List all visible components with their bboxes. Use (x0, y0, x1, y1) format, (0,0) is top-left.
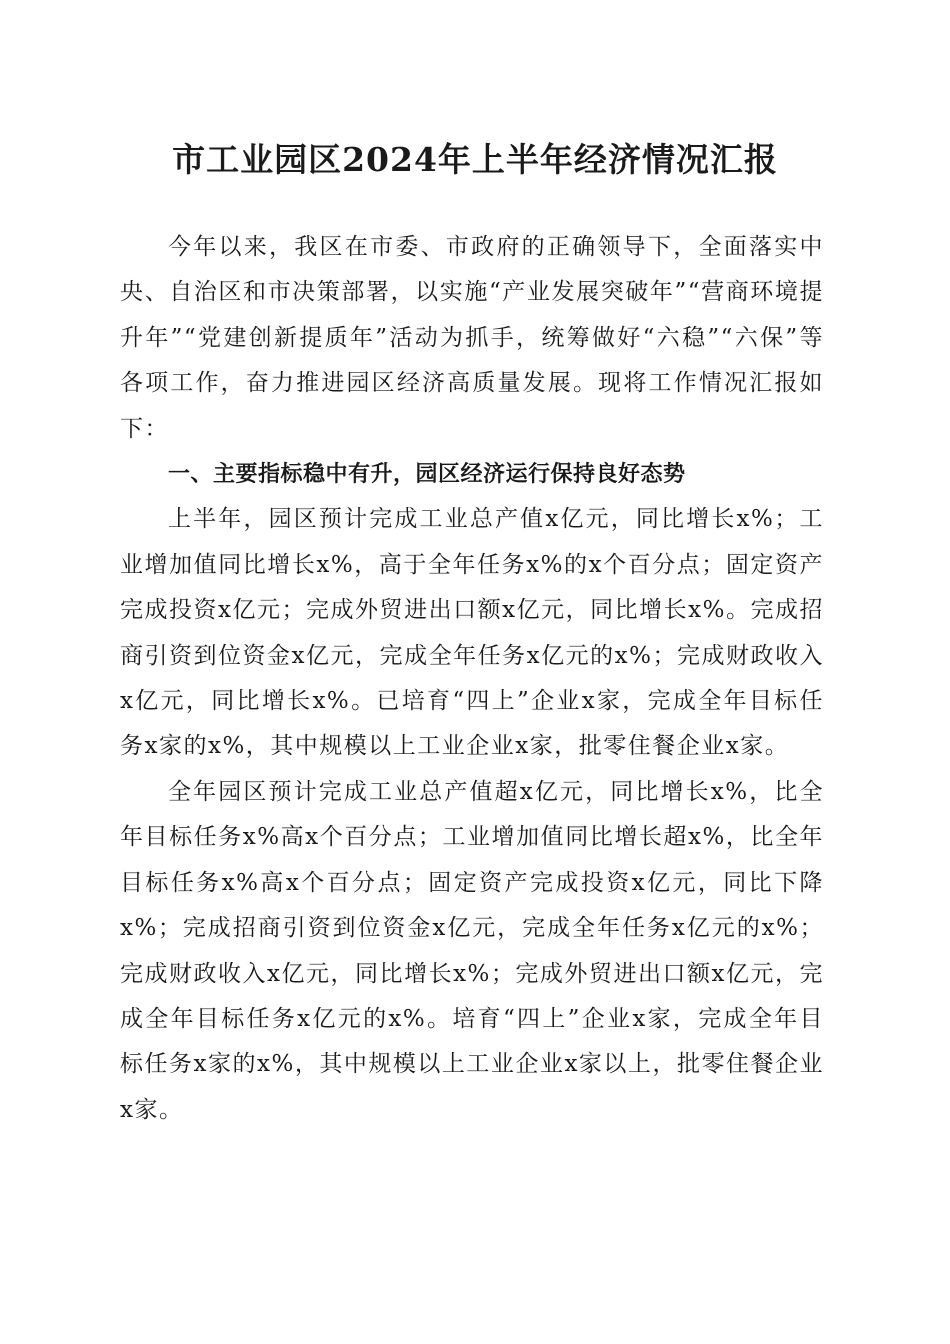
intro-paragraph: 今年以来，我区在市委、市政府的正确领导下，全面落实中央、自治区和市决策部署，以实施“产业发展突破年”“营商环境提升年”“党建创新提质年”活动为抓手，统筹做好“六稳”“六保”等各项工作，奋力推进园区经济高质量发展。现将工作情况汇报如下： (120, 234, 824, 442)
document-title: 市工业园区2024年上半年经济情况汇报 (172, 140, 778, 179)
body-paragraph: 上半年，园区预计完成工业总产值x亿元，同比增长x%；工业增加值同比增长x%，高于全年任务x%的x个百分点；固定资产完成投资x亿元；完成外贸进出口额x亿元，同比增长x%。完成招商引资到位资金x亿元，完成全年任务x亿元的x%；完成财政收入x亿元，同比增长x%。已培育“四上”企业x家，完成全年目标任务x家的x%，其中规模以上工业企业x家，批零住餐企业x家。 (120, 506, 824, 760)
section-heading: 一、主要指标稳中有升，园区经济运行保持良好态势 (168, 462, 686, 488)
body-paragraph: 全年园区预计完成工业总产值超x亿元，同比增长x%，比全年目标任务x%高x个百分点；工业增加值同比增长超x%，比全年目标任务x%高x个百分点；固定资产完成投资x亿元，同比下降x%；完成招商引资到位资金x亿元，完成全年任务x亿元的x%；完成财政收入x亿元，同比增长x%；完成外贸进出口额x亿元，完成全年目标任务x亿元的x%。培育“四上”企业x家，完成全年目标任务x家的x%，其中规模以上工业企业x家以上，批零住餐企业x家。 (120, 778, 824, 1123)
document-body (120, 225, 824, 1133)
